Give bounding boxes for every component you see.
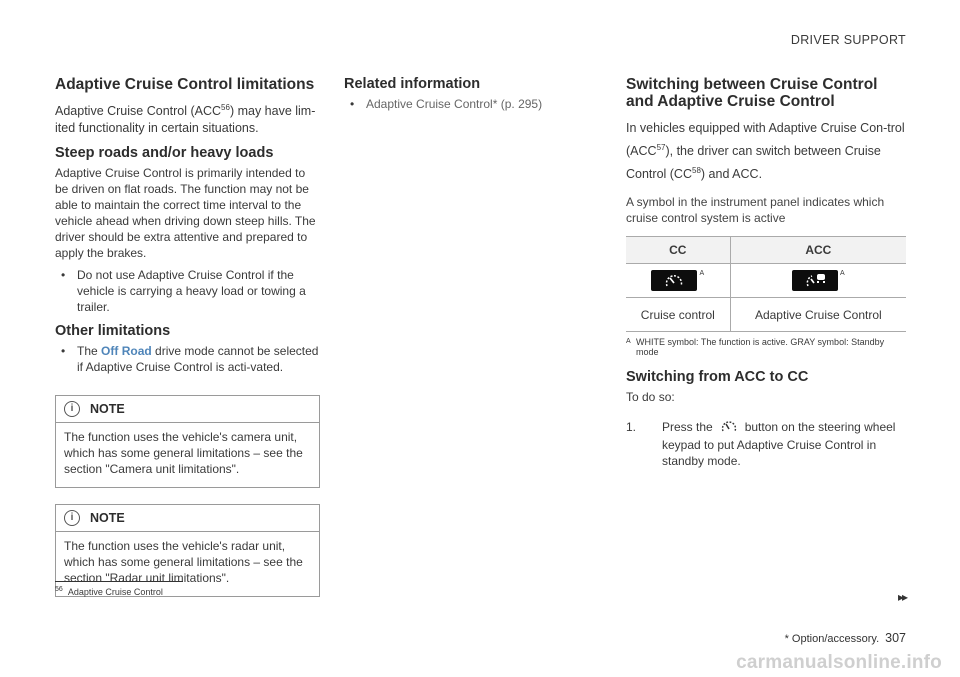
related-link-item[interactable]: • Adaptive Cruise Control* (p. 295) [350,97,543,111]
switching-intro: In vehicles equipped with Adaptive Cruise Con-trol (ACC$^{57}$), the driver can switch between Cruise Control (CC$^{58}$) and ACC. [626,121,905,182]
footnote-rule [55,581,183,582]
related-heading: Related information [344,76,481,92]
speedometer-icon [651,270,697,291]
watermark: carmanualsonline.info [736,652,942,673]
cruise-symbol-table: CC ACC $^A$ $^A$ Cruise control Adaptive Cruise Control [626,236,906,332]
info-icon: i [64,510,80,526]
switching-title: Switching between Cruise Control and Adaptive Cruise Control [626,76,878,110]
intro-paragraph: Adaptive Cruise Control (ACC$^{56}$) may have lim-ited functionality in certain situations. [55,103,316,136]
column-related [344,76,609,112]
steep-roads-bullet: • Do not use Adaptive Cruise Control if the vehicle is carrying a heavy load or towing a trailer. [61,268,306,315]
switch-intro: To do so: [626,390,675,405]
steep-roads-heading: Steep roads and/or heavy loads [55,145,274,162]
label-cruise-control: Cruise control [626,298,730,332]
note-radar: i NOTE The function uses the vehicle's radar unit, which has some general limitations – see the section "Radar unit limitations". [55,504,320,597]
page-number: 307 [885,631,906,645]
page-title: Adaptive Cruise Control limitations [55,76,315,93]
off-road-mode-label: Off Road [101,344,152,359]
footnote-56: $^{56}$ Adaptive Cruise Control [55,586,163,597]
table-caption: A symbol in the instrument panel indicates which cruise control system is active [626,195,885,226]
cruise-button-icon [721,419,737,437]
related-link[interactable]: Adaptive Cruise Control* (p. 295) [366,97,543,111]
section-label: DRIVER SUPPORT [790,33,906,47]
column-switching [626,76,906,469]
table-header-acc: ACC [730,237,906,264]
column-limitations [55,76,320,597]
table-footnote: A WHITE symbol: The function is active. GRAY symbol: Standby mode [626,337,885,358]
page-footer: * Option/accessory. 307 [784,631,906,645]
steep-roads-text: Adaptive Cruise Control is primarily intended to be driven on flat roads. The function may not be able to maintain the correct time interval to the vehicle ahead when driving down steep hills. The driver should be extra attentive and prepared to apply the brakes. [55,166,316,261]
other-limitations-bullet: • The Off Road drive mode cannot be selected if Adaptive Cruise Control is acti-vated. [61,344,319,375]
info-icon: i [64,401,80,417]
table-header-cc: CC [626,237,730,264]
speedometer-car-icon [792,270,838,291]
continue-arrows-icon: ▸▸ [897,590,906,604]
switch-acc-cc-heading: Switching from ACC to CC [626,369,809,386]
step-item: 1. Press the button on the steering wheel keypad to put Adaptive Cruise Control in standby mode. [626,420,896,469]
note-camera: i NOTE The function uses the vehicle's camera unit, which has some general limitations – see the section "Camera unit limitations". [55,395,320,488]
footnote-ref-56: 56 [221,103,230,112]
other-limitations-heading: Other limitations [55,323,171,340]
label-adaptive-cruise-control: Adaptive Cruise Control [730,298,906,332]
